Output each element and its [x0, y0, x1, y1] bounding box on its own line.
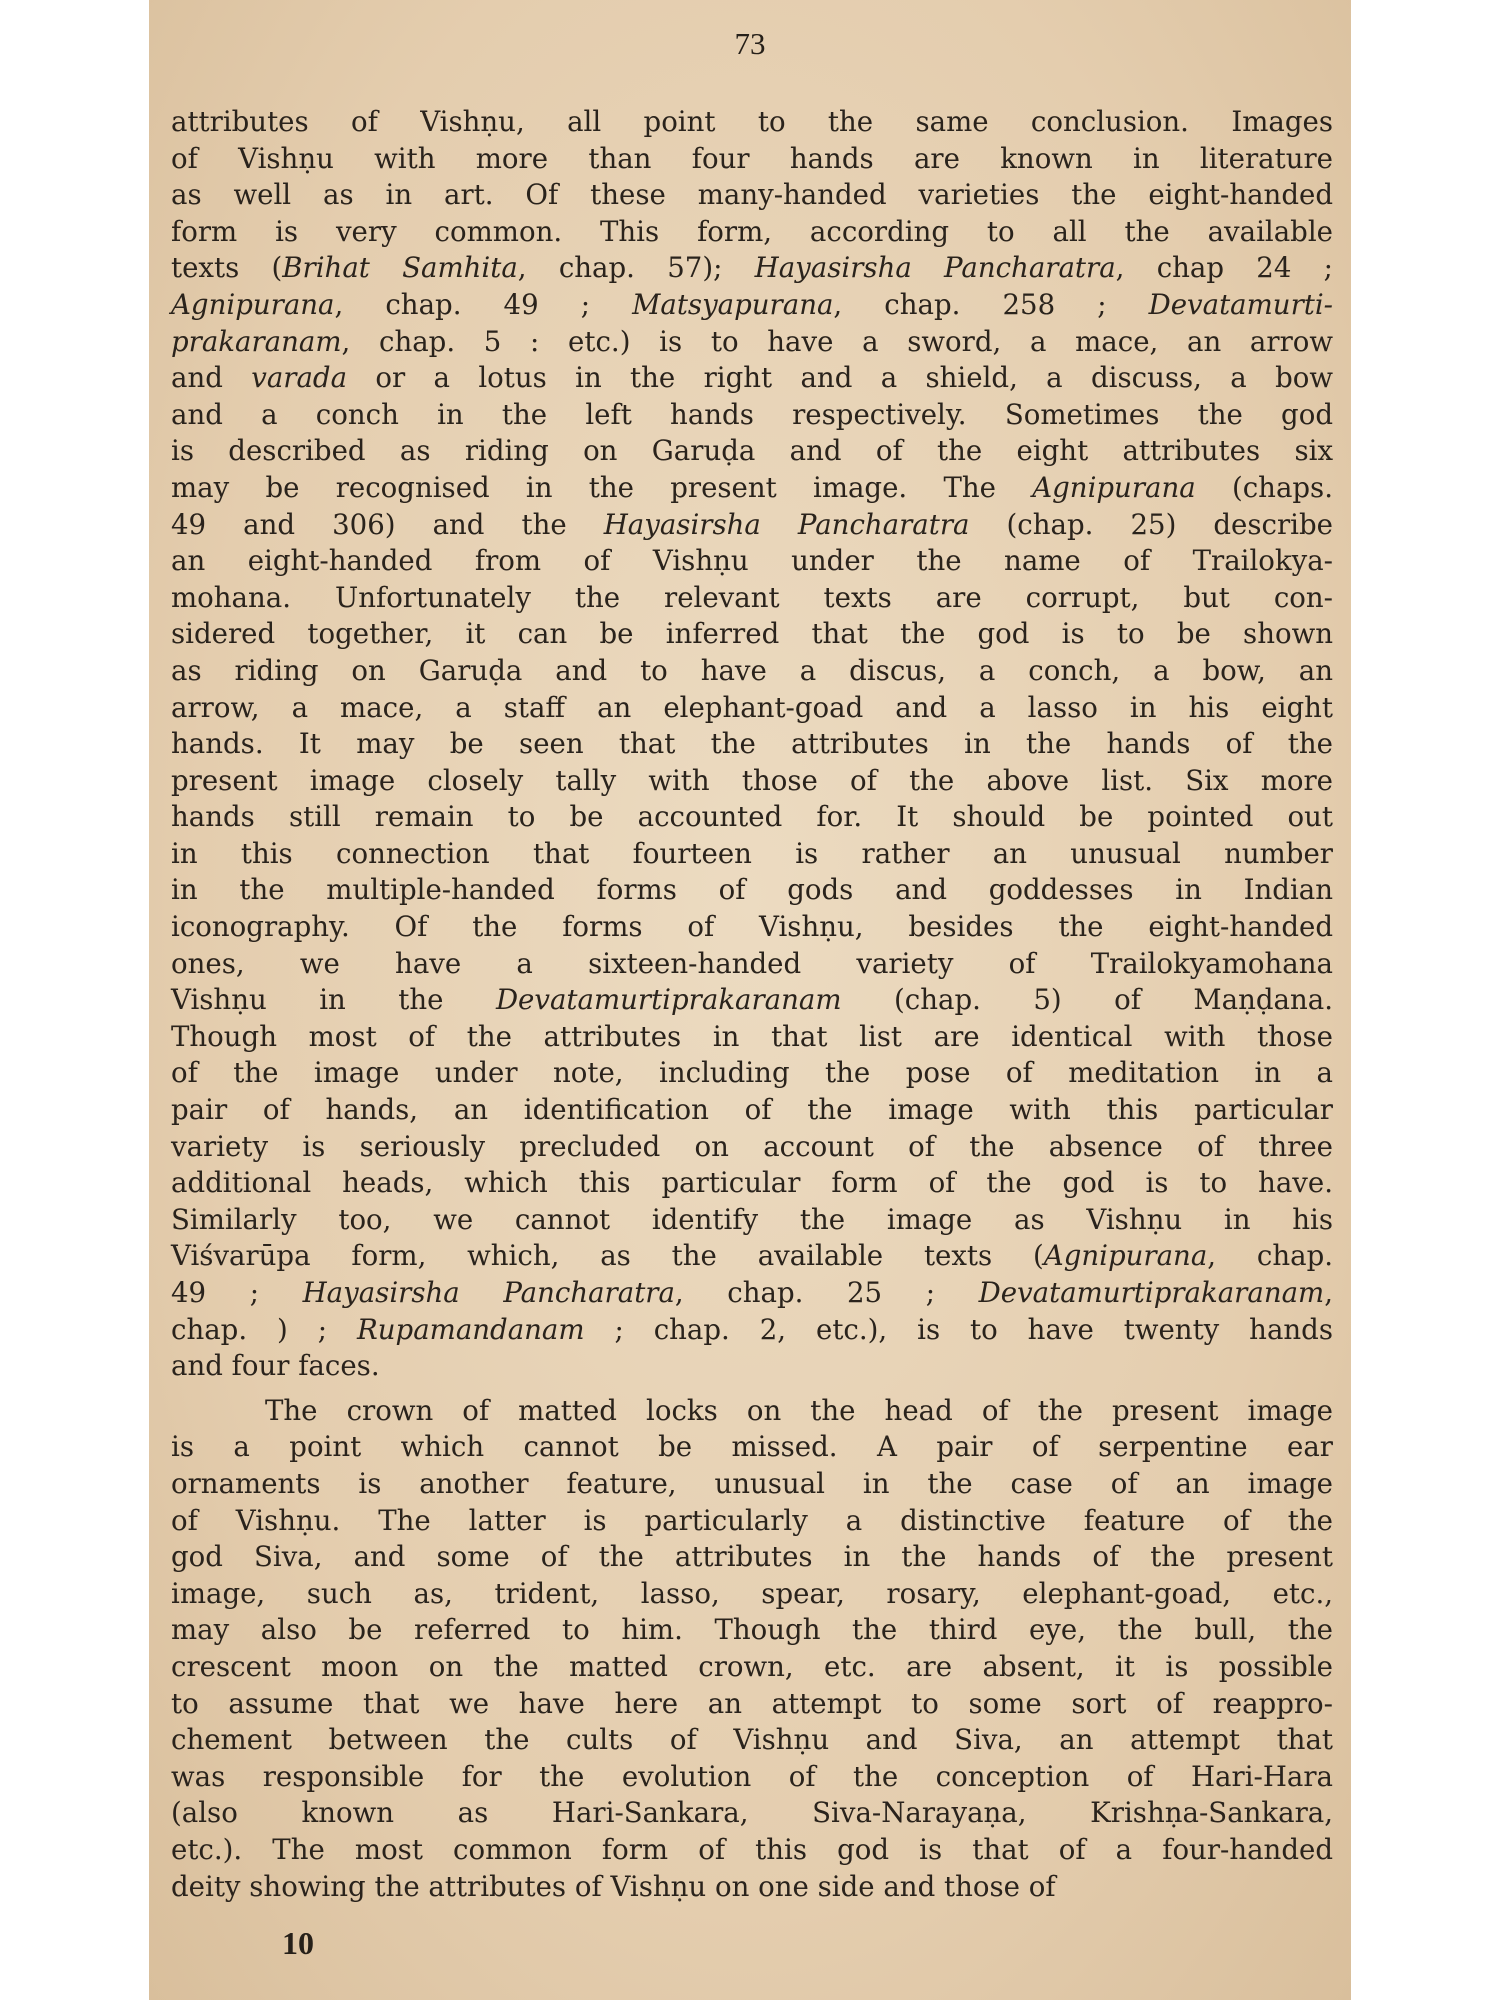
- text-line: god Siva, and some of the attributes in the hands of the present: [171, 1540, 1333, 1574]
- text-line: etc.). The most common form of this god is that of a four-handed: [171, 1832, 1333, 1866]
- text-segment: , chap. 25 ;: [674, 1276, 979, 1309]
- text-line: additional heads, which this particular form of the god is to have.: [171, 1166, 1333, 1200]
- text-line: crescent moon on the matted crown, etc. are absent, it is possible: [171, 1649, 1333, 1683]
- italic-title: Agnipurana: [1032, 470, 1196, 504]
- text-line: [171, 287, 1333, 324]
- italic-title: Devatamurti-: [1148, 287, 1333, 321]
- text-segment: (chap. 5) of Maṇḍana.: [841, 983, 1334, 1017]
- text-line: is a point which cannot be missed. A pair of serpentine ear: [171, 1430, 1333, 1464]
- text-line: hands. It may be seen that the attributes in the hands of the: [171, 727, 1333, 761]
- signature-mark: 10: [282, 1925, 314, 1961]
- text-line: Though most of the attributes in that list are identical with those: [171, 1019, 1333, 1053]
- text-line: [171, 250, 1333, 287]
- italic-title: Rupamandanam: [356, 1312, 585, 1346]
- italic-title: Hayasirsha Pancharatra: [603, 507, 970, 541]
- text-line: arrow, a mace, a staff an elephant-goad and a lasso in his eight: [171, 690, 1333, 724]
- italic-title: Hayasirsha Pancharatra: [754, 251, 1116, 285]
- text-line: and four faces.: [171, 1349, 380, 1383]
- text-segment: texts (: [171, 251, 283, 285]
- text-line: of Vishṇu with more than four hands are known in literature: [171, 141, 1333, 175]
- text-line: deity showing the attributes of Vishṇu on one side and those of: [171, 1869, 1056, 1903]
- text-line: [171, 1312, 1333, 1349]
- text-line: image, such as, trident, lasso, spear, rosary, elephant-goad, etc.,: [171, 1576, 1333, 1610]
- paragraph-2: [171, 1393, 1333, 1905]
- text-line: [171, 507, 1333, 544]
- text-line: is described as riding on Garuḍa and of the eight attributes six: [171, 434, 1333, 468]
- paragraph-gap: [171, 1385, 1333, 1393]
- page-body: [171, 104, 1333, 1905]
- text-line: pair of hands, an identification of the image with this particular: [171, 1093, 1333, 1127]
- text-line: [171, 360, 1333, 397]
- text-line: sidered together, it can be inferred that the god is to be shown: [171, 617, 1333, 651]
- text-line: of Vishṇu. The latter is particularly a distinctive feature of the: [171, 1503, 1333, 1537]
- text-segment: ; chap. 2, etc.), is to have twenty hands: [584, 1312, 1333, 1346]
- text-line: [171, 1275, 1333, 1312]
- italic-title: varada: [251, 361, 348, 395]
- text-segment: and: [171, 361, 252, 395]
- italic-title: Agnipurana: [171, 287, 335, 321]
- text-segment: , chap.: [1207, 1239, 1334, 1273]
- italic-title: Devatamurtiprakaranam: [978, 1276, 1325, 1309]
- text-segment: (chaps.: [1195, 470, 1333, 504]
- italic-title: Brihat Samhita: [282, 251, 518, 285]
- text-line: in the multiple-handed forms of gods and goddesses in Indian: [171, 873, 1333, 907]
- text-segment: chap. ) ;: [171, 1312, 357, 1346]
- text-segment: Viśvarūpa form, which, as the available texts (: [171, 1239, 1044, 1273]
- text-line: of the image under note, including the pose of meditation in a: [171, 1056, 1333, 1090]
- text-line: as well as in art. Of these many-handed varieties the eight-handed: [171, 178, 1333, 212]
- text-line: Similarly too, we cannot identify the image as Vishṇu in his: [171, 1202, 1333, 1236]
- text-segment: may be recognised in the present image. The: [171, 470, 1033, 504]
- text-line: (also known as Hari-Sankara, Siva-Narayaṇa, Krishṇa-Sankara,: [171, 1796, 1333, 1830]
- text-line: chement between the cults of Vishṇu and Siva, an attempt that: [171, 1723, 1333, 1757]
- text-line: an eight-handed from of Vishṇu under the name of Trailokya-: [171, 544, 1333, 578]
- text-line: present image closely tally with those of the above list. Six more: [171, 763, 1333, 797]
- text-segment: Vishṇu in the: [171, 983, 496, 1017]
- text-line: [171, 324, 1333, 361]
- paragraph-1: [171, 104, 1333, 1385]
- text-line: to assume that we have here an attempt to some sort of reappro-: [171, 1686, 1333, 1720]
- page-number: 73: [734, 26, 766, 61]
- text-line: attributes of Vishṇu, all point to the same conclusion. Images: [171, 105, 1333, 138]
- text-segment: or a lotus in the right and a shield, a discuss, a bow: [347, 361, 1333, 395]
- italic-title: Agnipurana: [1043, 1239, 1208, 1273]
- text-segment: , chap. 5 : etc.) is to have a sword, a mace, an arrow: [341, 324, 1333, 358]
- italic-title: Hayasirsha Pancharatra: [302, 1276, 675, 1309]
- italic-title: Devatamurtiprakaranam: [495, 983, 842, 1017]
- text-line: hands still remain to be accounted for. It should be pointed out: [171, 800, 1333, 834]
- text-line: iconography. Of the forms of Vishṇu, besides the eight-handed: [171, 910, 1333, 944]
- text-line: variety is seriously precluded on account of the absence of three: [171, 1129, 1333, 1163]
- text-segment: 49 ;: [171, 1276, 303, 1309]
- text-segment: , chap 24 ;: [1115, 251, 1333, 285]
- text-line: mohana. Unfortunately the relevant texts are corrupt, but con-: [171, 580, 1333, 614]
- text-line: and a conch in the left hands respectively. Sometimes the god: [171, 397, 1333, 431]
- italic-title: Matsyapurana: [632, 287, 834, 321]
- text-segment: ,: [1324, 1276, 1333, 1309]
- text-line: may also be referred to him. Though the third eye, the bull, the: [171, 1613, 1333, 1647]
- text-segment: 49 and 306) and the: [171, 507, 604, 541]
- text-line: ones, we have a sixteen-handed variety of Trailokyamohana: [171, 946, 1333, 980]
- book-page: [149, 0, 1351, 2000]
- text-segment: , chap. 49 ;: [334, 287, 633, 321]
- italic-title: prakaranam: [171, 324, 342, 358]
- text-line: ornaments is another feature, unusual in the case of an image: [171, 1466, 1333, 1500]
- text-line: [171, 1238, 1333, 1275]
- text-line: [171, 982, 1333, 1019]
- text-line: form is very common. This form, according to all the available: [171, 214, 1333, 248]
- text-segment: , chap. 258 ;: [833, 287, 1149, 321]
- text-line: The crown of matted locks on the head of the present image: [265, 1393, 1333, 1427]
- text-line: as riding on Garuḍa and to have a discus, a conch, a bow, an: [171, 653, 1333, 687]
- text-line: [171, 470, 1333, 507]
- text-line: was responsible for the evolution of the conception of Hari-Hara: [171, 1759, 1333, 1793]
- text-line: in this connection that fourteen is rather an unusual number: [171, 836, 1333, 870]
- text-segment: (chap. 25) describe: [969, 507, 1334, 541]
- text-segment: , chap. 57);: [517, 251, 755, 285]
